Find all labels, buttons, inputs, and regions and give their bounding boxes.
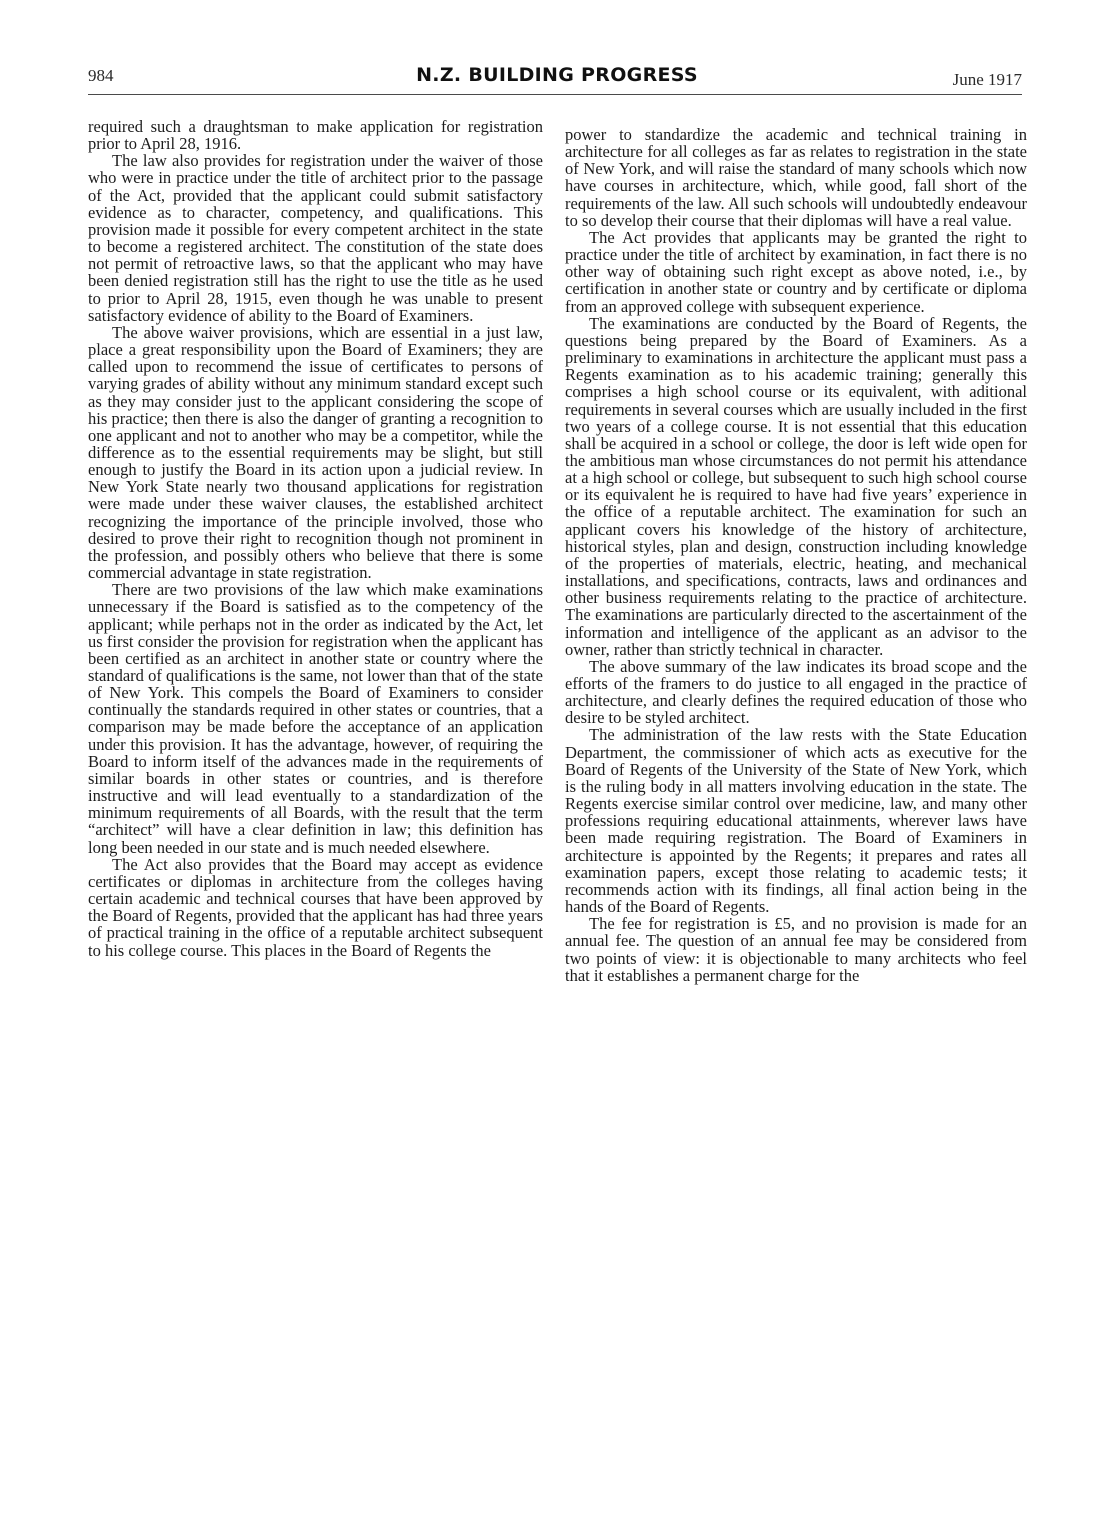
paragraph: There are two provisions of the law which make examinations unnecessary if the Board is satisfied as to the competency of the applicant; while perhaps not in the order as indicated by the Act, let us first consider the provision for registration when the applicant has been certified as an architect in another state or country where the standard of qualifications is the same, not lower than that of the state of New York. This compels the Board of Examiners to consider continually the standards required in other states or countries, that a comparison may be made before the acceptance of an application under this provision. It has the advantage, however, of requiring the Board to inform itself of the advances made in the requirements of similar boards in other states or countries, and is therefore instructive and will lead eventually to a standardization of the minimum requirements of all Boards, with the result that the term “architect” will have a clear definition in law; this definition has long been needed in our state and is much needed elsewhere. [88, 580, 543, 857]
paragraph: The Act also provides that the Board may accept as evidence certificates or diplomas in architecture from the colleges having certain academic and technical courses that have been approved by the Board of Regents, provided that the applicant has had three years of practical training in the office of a reputable architect subsequent to his college course. This places in the Board of Regents the [88, 854, 543, 960]
paragraph: The Act provides that applicants may be granted the right to practice under the title of architect by examination, in fact there is no other way of obtaining such right except as above noted, i.e., by certification in another state or country and by certificate or diploma from an approved college with subsequent experience. [565, 227, 1027, 316]
paragraph: The above waiver provisions, which are essential in a just law, place a great responsibility upon the Board of Examiners; they are called upon to recommend the issue of certificates to persons of varying grades of ability without any minimum standard except such as they may consider just to the applicant considering the scope of his practice; then there is also the danger of granting a recognition to one applicant and not to another who may be a competitor, while the difference as to the essential requirements may be slight, but still enough to justify the Board in its action upon a judicial review. In New York State nearly two thousand applications for registration were made under these waiver clauses, the established architect recognizing the importance of the principle involved, those who desired to prove their right to recognition though not prominent in the profession, and possibly others who believe that there is some commercial advantage in state registration. [88, 322, 543, 583]
publication-title: N.Z. BUILDING PROGRESS [416, 64, 698, 86]
left-column [88, 118, 543, 959]
paragraph: required such a draughtsman to make application for registration prior to April 28, 1916. [88, 117, 543, 154]
issue-date: June 1917 [952, 70, 1022, 89]
page-number: 984 [88, 66, 114, 85]
header-rule [88, 94, 1022, 95]
paragraph: The fee for registration is £5, and no provision is made for an annual fee. The question of an annual fee may be considered from two points of view: it is objectionable to many architects who feel that it establishes a permanent charge for the [565, 914, 1027, 985]
page-header [0, 0, 1114, 110]
paragraph: power to standardize the academic and technical training in architecture for all colleges as far as relates to registration in the state of New York, and will raise the standard of many schools which now have courses in architecture, which, while good, fall short of the requirements of the law. All such schools will undoubtedly endeavour to so develop their course that their diplomas will have a real value. [565, 125, 1027, 230]
paragraph: The above summary of the law indicates its broad scope and the efforts of the framers to do justice to all engaged in the practice of architecture, and clearly defines the required education of those who desire to be styled architect. [565, 656, 1027, 728]
right-column [565, 126, 1027, 984]
paragraph: The examinations are conducted by the Board of Regents, the questions being prepared by the Board of Examiners. As a preliminary to examinations in architecture the applicant must pass a Regents examination as to his academic training; generally this comprises a high school course or its equivalent, with aditional requirements in several courses which are usually included in the first two years of a college course. It is not essential that this education shall be acquired in a school or college, the door is left wide open for the ambitious man whose circumstances do not permit his attendance at a high school or college, but subsequent to such high school course or its equivalent he is required to have had five years’ experience in the office of a reputable architect. The examination for such an applicant covers his knowledge of the history of architecture, historical styles, plan and design, construction including knowledge of the properties of materials, electric, heating, and mechanical installations, and specifications, contracts, laws and ordinances and other business requirements relating to the practice of architecture. The examinations are particularly directed to the ascertainment of the information and intelligence of the applicant as an advisor to the owner, rather than strictly technical in character. [565, 313, 1027, 659]
paragraph: The law also provides for registration under the waiver of those who were in practice under the title of architect prior to the passage of the Act, provided that the applicant could submit satisfactory evidence as to character, competency, and qualifications. This provision made it possible for every competent architect in the state to become a registered architect. The constitution of the state does not permit of retroactive laws, so that the applicant who may have been denied registration still has the right to use the title as he used to prior to April 28, 1915, even though he was unable to present satisfactory evidence of ability to the Board of Examiners. [88, 151, 543, 325]
paragraph: The administration of the law rests with the State Education Department, the commissioner of which acts as executive for the Board of Regents of the University of the State of New York, which is the ruling body in all matters involving education in the state. The Regents exercise similar control over medicine, law, and many other professions requiring educational attainments, wherever laws have been made requiring registration. The Board of Examiners in architecture is appointed by the Regents; it prepares and rates all examination papers, except those relating to academic tests; it recommends action with its findings, all final action being in the hands of the Board of Regents. [565, 725, 1027, 917]
